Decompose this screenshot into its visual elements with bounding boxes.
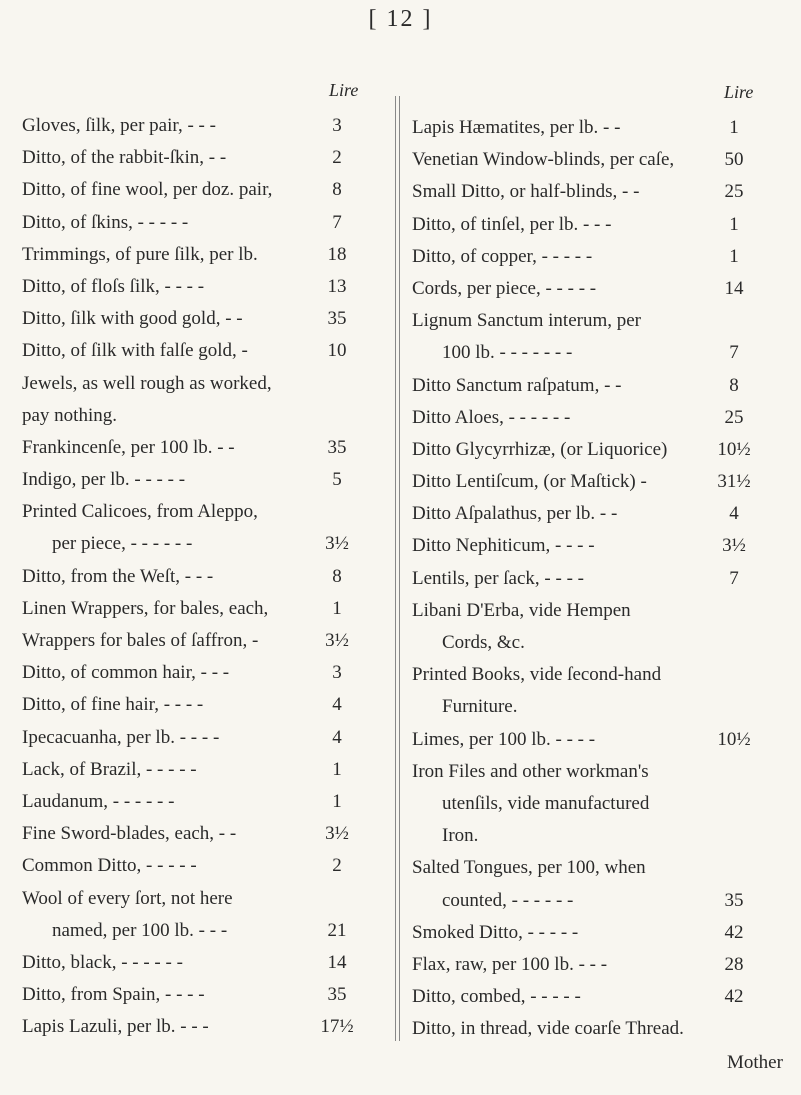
column-divider [395, 96, 396, 1041]
tariff-row [412, 530, 780, 562]
item-duty-value: 7 [729, 342, 739, 364]
tariff-row [412, 370, 780, 402]
tariff-row [412, 949, 780, 981]
tariff-row [412, 595, 780, 627]
item-duty-value: 14 [724, 277, 744, 299]
tariff-row [22, 142, 377, 174]
item-label: Ditto Aſpalathus, per lb. - - [412, 503, 618, 525]
tariff-row [412, 563, 780, 595]
item-duty-value: 8 [332, 179, 342, 201]
tariff-row [22, 496, 377, 528]
tariff-row [22, 947, 377, 979]
item-duty-value: 25 [724, 181, 744, 203]
item-duty-value: 3½ [325, 823, 349, 845]
item-label: Lapis Lazuli, per lb. - - - [22, 1016, 209, 1038]
item-label: Wrappers for bales of ſaffron, - [22, 630, 259, 651]
tariff-row [412, 627, 780, 659]
item-label: Gloves, ſilk, per pair, - - - [22, 115, 216, 136]
tariff-row [412, 788, 780, 820]
tariff-row [22, 528, 377, 560]
item-duty-value: 25 [724, 406, 744, 428]
item-duty-value: 42 [724, 921, 744, 943]
item-duty-value: 3½ [325, 533, 349, 555]
item-duty-value: 10 [327, 340, 347, 362]
item-duty-value: 4 [729, 503, 739, 525]
item-label: Small Ditto, or half-blinds, - - [412, 181, 640, 203]
item-label: named, per 100 lb. - - - [52, 919, 228, 941]
item-duty-value: 35 [327, 308, 347, 330]
tariff-row [412, 466, 780, 498]
item-duty-value: 35 [724, 889, 744, 911]
item-label: Ditto, from the Weſt, - - - [22, 565, 214, 587]
item-label: Iron. [442, 825, 479, 847]
item-label: Frankincenſe, per 100 lb. - - [22, 436, 235, 458]
tariff-row [412, 273, 780, 305]
tariff-row [22, 174, 377, 206]
tariff-row [22, 883, 377, 915]
tariff-row [22, 110, 377, 142]
item-label: Ditto, of common hair, - - - [22, 662, 230, 684]
tariff-row [22, 818, 377, 850]
item-duty-value: 4 [332, 694, 342, 716]
item-label: Linen Wrappers, for bales, each, [22, 597, 269, 619]
item-label: Cords, per piece, - - - - - [412, 277, 597, 299]
tariff-row [22, 657, 377, 689]
item-duty-value: 3 [332, 115, 342, 136]
item-duty-value: 7 [729, 567, 739, 589]
item-duty-value: 4 [332, 726, 342, 748]
column-divider [399, 96, 400, 1041]
item-label: Trimmings, of pure ſilk, per lb. [22, 243, 258, 265]
item-label: Lapis Hæmatites, per lb. - - [412, 117, 621, 138]
item-duty-value: 1 [332, 758, 342, 780]
item-duty-value: 21 [327, 919, 347, 941]
item-label: Laudanum, - - - - - - [22, 790, 175, 812]
item-duty-value: 1 [729, 245, 739, 267]
item-label: Ditto Glycyrrhizæ, (or Liquorice) [412, 438, 668, 460]
item-duty-value: 3 [332, 662, 342, 684]
item-label: Printed Calicoes, from Aleppo, [22, 501, 258, 523]
item-duty-value: 8 [332, 565, 342, 587]
tariff-row [22, 722, 377, 754]
item-label: Limes, per 100 lb. - - - - [412, 728, 596, 750]
tariff-row [412, 337, 780, 369]
item-label: Jewels, as well rough as worked, [22, 372, 272, 394]
left-unit-heading: Lire [329, 80, 359, 100]
tariff-row [22, 786, 377, 818]
item-label: Venetian Window-blinds, per caſe, [412, 149, 675, 171]
item-label: Smoked Ditto, - - - - - [412, 921, 579, 943]
tariff-row [22, 271, 377, 303]
left-rows [22, 110, 377, 1043]
tariff-row [412, 498, 780, 530]
item-label: Fine Sword-blades, each, - - [22, 823, 237, 845]
item-duty-value: 14 [327, 951, 347, 973]
item-label: Ditto, of the rabbit-ſkin, - - [22, 147, 227, 169]
catchword: Mother [727, 1052, 783, 1073]
tariff-row [412, 885, 780, 917]
tariff-row [412, 659, 780, 691]
item-label: Ditto, ſilk with good gold, - - [22, 308, 243, 330]
item-duty-value: 28 [724, 953, 744, 975]
tariff-row [412, 209, 780, 241]
item-label: Iron Files and other workman's [412, 760, 649, 782]
tariff-row [412, 176, 780, 208]
item-duty-value: 42 [724, 986, 744, 1008]
item-label: Ditto, from Spain, - - - - [22, 984, 205, 1006]
item-label: Ditto, of ſilk with falſe gold, - [22, 340, 248, 362]
item-label: counted, - - - - - - [442, 889, 574, 911]
tariff-row [412, 917, 780, 949]
tariff-row [22, 400, 377, 432]
item-duty-value: 1 [729, 117, 739, 138]
tariff-row [412, 305, 780, 337]
item-label: Lack, of Brazil, - - - - - [22, 758, 197, 780]
item-duty-value: 5 [332, 469, 342, 491]
item-label: Indigo, per lb. - - - - - [22, 469, 186, 491]
tariff-row [22, 625, 377, 657]
item-duty-value: 35 [327, 984, 347, 1006]
item-label: Furniture. [442, 696, 518, 718]
item-duty-value: 35 [327, 436, 347, 458]
item-duty-value: 17½ [320, 1016, 354, 1038]
tariff-row [412, 820, 780, 852]
item-duty-value: 3½ [325, 630, 349, 651]
page-header: [ 12 ] [368, 6, 433, 32]
tariff-row [22, 915, 377, 947]
tariff-row [412, 1013, 780, 1045]
item-label: Ditto Nephiticum, - - - - [412, 535, 595, 557]
item-label: Lentils, per ſack, - - - - [412, 567, 584, 589]
item-label: Wool of every ſort, not here [22, 887, 233, 909]
item-label: Ditto, of copper, - - - - - [412, 245, 593, 267]
item-duty-value: 7 [332, 211, 342, 233]
tariff-row [22, 1011, 377, 1043]
item-label: Ditto Sanctum raſpatum, - - [412, 374, 622, 396]
item-label: Flax, raw, per 100 lb. - - - [412, 953, 608, 975]
item-label: Libani D'Erba, vide Hempen [412, 599, 631, 621]
tariff-row [22, 368, 377, 400]
right-unit-heading: Lire [724, 82, 754, 102]
item-label: 100 lb. - - - - - - - [442, 342, 573, 364]
item-duty-value: 18 [327, 243, 347, 265]
tariff-row [412, 852, 780, 884]
item-label: utenſils, vide manufactured [442, 792, 650, 814]
item-label: Ditto, of fine wool, per doz. pair, [22, 179, 273, 201]
item-label: Ditto, of tinſel, per lb. - - - [412, 213, 612, 235]
item-duty-value: 8 [729, 374, 739, 396]
item-duty-value: 10½ [717, 728, 751, 750]
tariff-row [412, 434, 780, 466]
item-duty-value: 2 [332, 147, 342, 169]
item-label: Printed Books, vide ſecond-hand [412, 664, 662, 686]
item-label: Ditto, of floſs ſilk, - - - - [22, 275, 205, 297]
item-label: Common Ditto, - - - - - [22, 855, 197, 877]
item-duty-value: 50 [724, 149, 744, 171]
tariff-row [412, 112, 780, 144]
item-duty-value: 3½ [722, 535, 746, 557]
item-duty-value: 1 [332, 597, 342, 619]
item-label: Ditto, in thread, vide coarſe Thread. [412, 1018, 684, 1040]
tariff-row [412, 981, 780, 1013]
item-label: Ditto Lentiſcum, (or Maſtick) - [412, 471, 647, 493]
tariff-row [22, 979, 377, 1011]
item-duty-value: 2 [332, 855, 342, 877]
item-duty-value: 31½ [717, 471, 751, 493]
tariff-row [22, 593, 377, 625]
tariff-row [22, 689, 377, 721]
item-duty-value: 13 [327, 275, 347, 297]
item-duty-value: 10½ [717, 438, 751, 460]
tariff-row [22, 207, 377, 239]
tariff-row [412, 724, 780, 756]
item-label: Ditto Aloes, - - - - - - [412, 406, 571, 428]
item-label: Ditto, of fine hair, - - - - [22, 694, 204, 716]
tariff-row [22, 239, 377, 271]
item-label: Lignum Sanctum interum, per [412, 310, 642, 332]
tariff-row [22, 464, 377, 496]
tariff-row [412, 144, 780, 176]
item-duty-value: 1 [729, 213, 739, 235]
tariff-row [412, 691, 780, 723]
item-label: Ipecacuanha, per lb. - - - - [22, 726, 220, 748]
tariff-row [22, 850, 377, 882]
item-label: per piece, - - - - - - [52, 533, 193, 555]
tariff-row [22, 303, 377, 335]
item-label: Salted Tongues, per 100, when [412, 857, 646, 879]
tariff-row [412, 402, 780, 434]
right-rows [412, 112, 780, 1045]
tariff-row [412, 756, 780, 788]
tariff-row [22, 432, 377, 464]
item-label: Ditto, black, - - - - - - [22, 951, 183, 973]
item-duty-value: 1 [332, 790, 342, 812]
tariff-row [22, 561, 377, 593]
item-label: Ditto, of ſkins, - - - - - [22, 211, 189, 233]
item-label: pay nothing. [22, 404, 117, 426]
item-label: Cords, &c. [442, 632, 525, 653]
item-label: Ditto, combed, - - - - - [412, 986, 581, 1008]
tariff-row [412, 241, 780, 273]
tariff-row [22, 754, 377, 786]
tariff-row [22, 335, 377, 367]
